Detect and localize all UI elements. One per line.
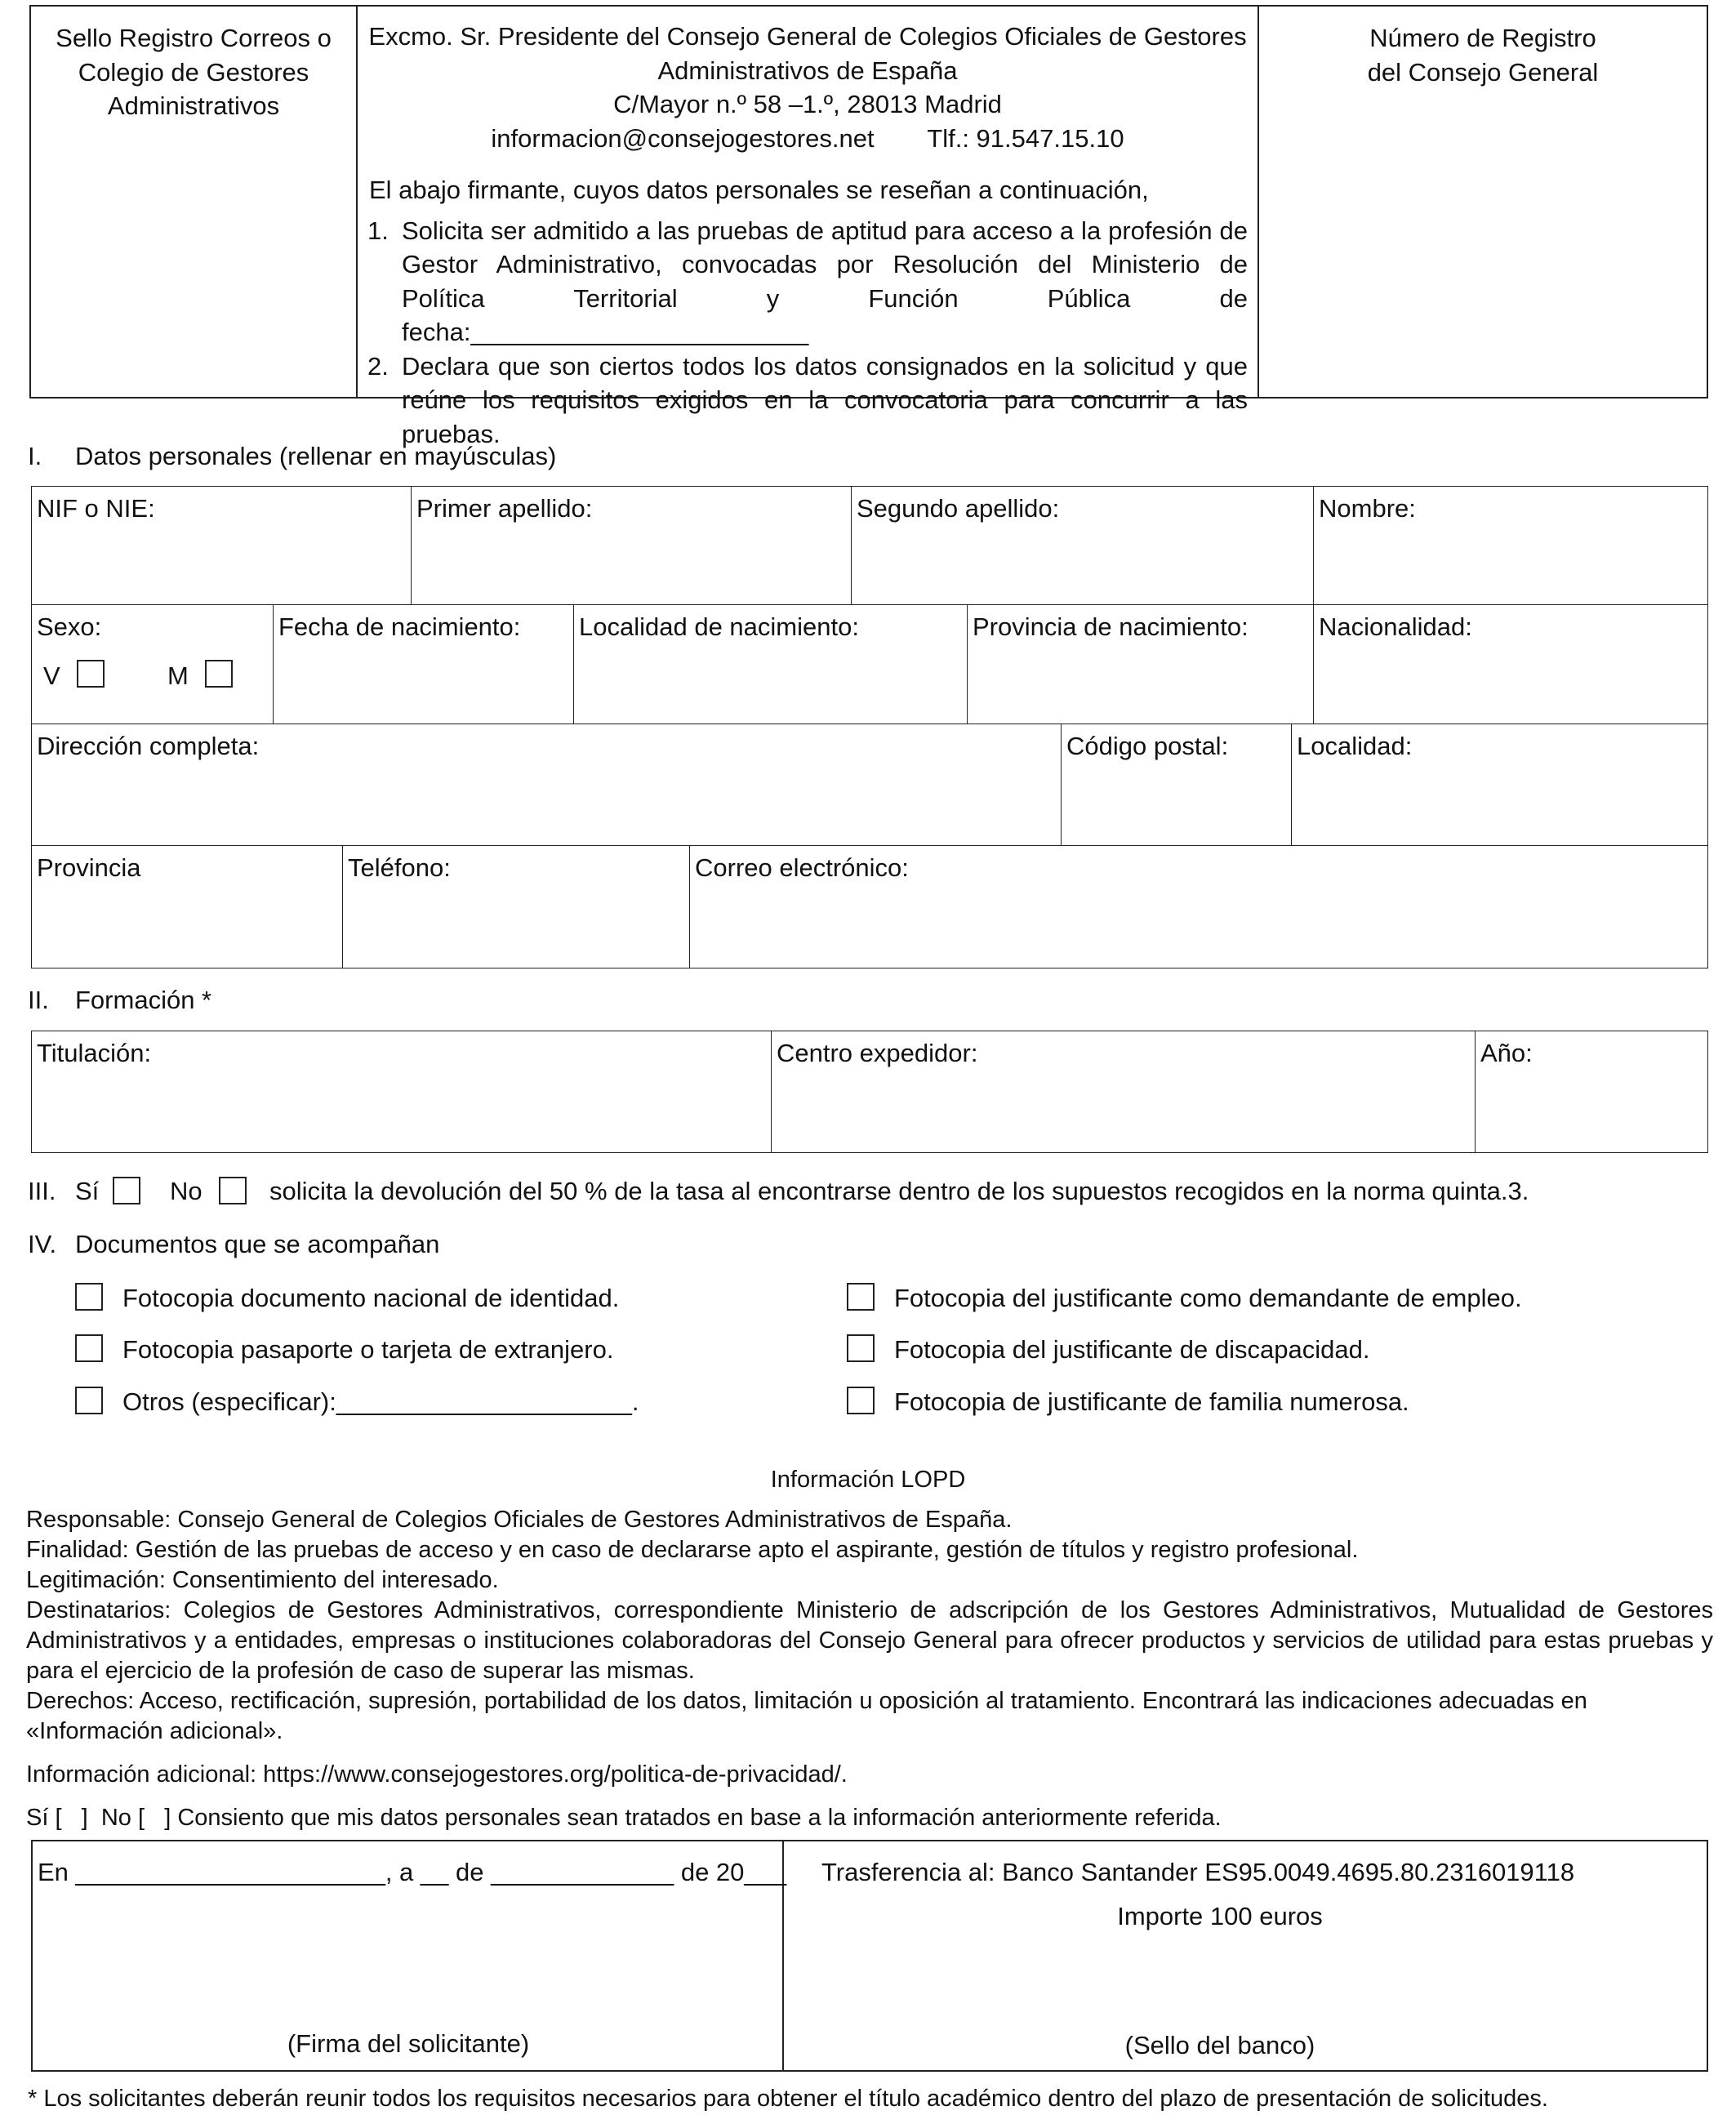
sexo-label: Sexo: (37, 612, 102, 641)
doc-otros-checkbox[interactable] (75, 1387, 103, 1414)
contact-email: informacion@consejogestores.net (491, 123, 875, 153)
primer-apellido-label: Primer apellido: (416, 494, 593, 523)
lopd-consent: Sí [ ] No [ ] Consiento que mis datos personales sean tratados en base a la información anteriormente referida. (26, 1805, 1222, 1831)
doc-discapacidad-item (847, 1334, 1696, 1366)
request-item-1-number: 1. (367, 216, 389, 245)
section-1-number: I. (28, 442, 42, 470)
lopd-derechos: Derechos: Acceso, rectificación, supresión, portabilidad de los datos, limitación u oposición al tratamiento. Encontrará las indicaciones adecuadas en «Información adicional». (26, 1688, 1587, 1744)
provincia-label: Provincia (37, 853, 141, 882)
nombre-label: Nombre: (1319, 494, 1416, 523)
header-box (29, 5, 1708, 448)
importe-line: Importe 100 euros (1117, 1902, 1323, 1930)
centro-expedidor-label: Centro expedidor: (777, 1039, 978, 1067)
doc-dni-label: Fotocopia documento nacional de identidad. (122, 1284, 620, 1312)
titulacion-field[interactable] (31, 1031, 772, 1153)
sexo-m-checkbox[interactable] (205, 660, 233, 688)
doc-pasaporte-checkbox[interactable] (75, 1334, 103, 1362)
doc-empleo-label: Fotocopia del justificante como demandante de empleo. (894, 1284, 1522, 1312)
localidad-nacimiento-label: Localidad de nacimiento: (579, 612, 859, 641)
primer-apellido-field[interactable] (411, 486, 852, 605)
section-3-si-label: Sí (75, 1177, 100, 1205)
lopd-destinatarios: Destinatarios: Colegios de Gestores Administrativos, correspondiente Ministerio de adscripción de los Gestores Administrativos, Mutualidad de Gestores Administrativos y a entidades, empresas o instituciones colaboradoras del Consejo General para ofrecer productos y servicios de utilidad para estas pruebas y para el ejercicio de la profesión de caso de superar las mismas. (26, 1597, 1713, 1684)
nif-field[interactable] (31, 486, 412, 605)
contact-phone: Tlf.: 91.547.15.10 (927, 123, 1124, 153)
doc-familia-numerosa-checkbox[interactable] (847, 1387, 875, 1414)
stamp-box-label: Sello Registro Correos o Colegio de Gestores Administrativos (56, 24, 332, 121)
addressee-line1: Excmo. Sr. Presidente del Consejo General de Colegios Oficiales de Gestores (368, 22, 1247, 51)
sexo-v-checkbox[interactable] (77, 660, 105, 688)
nif-label: NIF o NIE: (37, 494, 155, 523)
intro-text: El abajo firmante, cuyos datos personales se reseñan a continuación, (369, 176, 1149, 205)
registry-line1: Número de Registro (1369, 24, 1596, 52)
doc-otros-item (75, 1386, 810, 1418)
section-3-text: solicita la devolución del 50 % de la tasa al encontrarse dentro de los supuestos recogidos en la norma quinta.3. (269, 1177, 1529, 1205)
doc-pasaporte-label: Fotocopia pasaporte o tarjeta de extranjero. (122, 1335, 614, 1364)
bank-stamp-area[interactable] (784, 1841, 1707, 2070)
request-item-2-text: Declara que son ciertos todos los datos consignados en la solicitud y que reúne los requisitos exigidos en la convocatoria para concurrir a las pruebas. (402, 351, 1248, 448)
section-1-title: Datos personales (rellenar en mayúsculas) (75, 442, 557, 470)
stamp-box (31, 7, 358, 397)
nacionalidad-field[interactable] (1313, 604, 1708, 724)
section-3-number: III. (28, 1177, 56, 1205)
doc-familia-numerosa-label: Fotocopia de justificante de familia numerosa. (894, 1387, 1409, 1416)
addressee-line3: C/Mayor n.º 58 –1.º, 28013 Madrid (613, 90, 1002, 119)
section-4-title: Documentos que se acompañan (75, 1230, 440, 1258)
request-item-2 (367, 350, 1248, 452)
lopd-title: Información LOPD (770, 1467, 966, 1493)
localidad-label: Localidad: (1297, 732, 1413, 760)
section-4-heading (28, 1229, 844, 1262)
doc-empleo-checkbox[interactable] (847, 1283, 875, 1311)
section-2-number: II. (28, 986, 49, 1014)
nombre-field[interactable] (1313, 486, 1708, 605)
provincia-nacimiento-label: Provincia de nacimiento: (973, 612, 1249, 641)
sexo-m-label: M (167, 661, 189, 690)
correo-field[interactable] (689, 845, 1708, 968)
request-item-1-text: Solicita ser admitido a las pruebas de aptitud para acceso a la profesión de Gestor Administrativo, convocadas por Resolución del Ministerio de Política Territorial y Función Pública de fecha:________________________ (402, 216, 1248, 347)
doc-dni-item (75, 1282, 810, 1315)
sexo-v-label: V (43, 661, 60, 690)
section-3-si-checkbox[interactable] (113, 1177, 140, 1204)
firma-label: (Firma del solicitante) (287, 2029, 530, 2058)
lopd-finalidad: Finalidad: Gestión de las pruebas de acceso y en caso de declararse apto el aspirante, gestión de títulos y registro profesional. (26, 1537, 1359, 1563)
provincia-field[interactable] (31, 845, 343, 968)
doc-otros-label: Otros (especificar):_____________________. (122, 1387, 639, 1416)
localidad-field[interactable] (1291, 724, 1708, 846)
anio-label: Año: (1480, 1039, 1533, 1067)
request-item-2-number: 2. (367, 351, 389, 381)
section-1-heading (28, 441, 1008, 474)
centro-expedidor-field[interactable] (771, 1031, 1476, 1153)
provincia-nacimiento-field[interactable] (967, 604, 1314, 724)
lopd-adicional: Información adicional: https://www.consejogestores.org/politica-de-privacidad/. (26, 1761, 848, 1788)
addressee-line2: Administrativos de España (657, 56, 958, 85)
section-2-title: Formación * (75, 986, 212, 1014)
segundo-apellido-field[interactable] (851, 486, 1314, 605)
addressee-block (358, 7, 1259, 448)
sexo-field (31, 604, 274, 724)
section-3-row (28, 1176, 1710, 1212)
registry-line2: del Consejo General (1367, 57, 1599, 87)
doc-familia-numerosa-item (847, 1386, 1696, 1418)
lopd-body (26, 1505, 1713, 1833)
transfer-line: Trasferencia al: Banco Santander ES95.0049.4695.80.2316019118 (821, 1858, 1575, 1886)
footnote: * Los solicitantes deberán reunir todos los requisitos necesarios para obtener el título académico dentro del plazo de presentación de solicitudes. (28, 2086, 1548, 2112)
lopd-legitimacion: Legitimación: Consentimiento del interesado. (26, 1567, 499, 1593)
doc-pasaporte-item (75, 1334, 810, 1366)
codigo-postal-field[interactable] (1061, 724, 1292, 846)
section-2-heading (28, 985, 681, 1017)
section-4-number: IV. (28, 1230, 57, 1258)
codigo-postal-label: Código postal: (1066, 732, 1229, 760)
request-item-1 (367, 214, 1248, 350)
section-3-no-checkbox[interactable] (219, 1177, 247, 1204)
titulacion-label: Titulación: (37, 1039, 152, 1067)
fecha-nacimiento-field[interactable] (273, 604, 574, 724)
place-date-line: En ______________________, a __ de _____________ de 20___ (38, 1858, 787, 1886)
doc-discapacidad-label: Fotocopia del justificante de discapacidad. (894, 1335, 1370, 1364)
nacionalidad-label: Nacionalidad: (1319, 612, 1472, 641)
doc-dni-checkbox[interactable] (75, 1283, 103, 1311)
correo-label: Correo electrónico: (695, 853, 909, 882)
segundo-apellido-label: Segundo apellido: (857, 494, 1060, 523)
direccion-field[interactable] (31, 724, 1062, 846)
telefono-label: Teléfono: (348, 853, 451, 882)
localidad-nacimiento-field[interactable] (573, 604, 968, 724)
signature-box (31, 1840, 1708, 2072)
telefono-field[interactable] (342, 845, 690, 968)
applicant-signature-area[interactable] (33, 1841, 787, 2070)
section-3-no-label: No (170, 1177, 203, 1205)
sello-banco-label: (Sello del banco) (1124, 2031, 1315, 2059)
doc-empleo-item (847, 1282, 1696, 1315)
anio-field[interactable] (1475, 1031, 1708, 1153)
lopd-responsable: Responsable: Consejo General de Colegios Oficiales de Gestores Administrativos de España. (26, 1507, 1013, 1533)
direccion-label: Dirección completa: (37, 732, 260, 760)
fecha-nacimiento-label: Fecha de nacimiento: (278, 612, 521, 641)
registry-number-box (1259, 7, 1707, 397)
doc-discapacidad-checkbox[interactable] (847, 1334, 875, 1362)
contact-line (367, 122, 1248, 156)
